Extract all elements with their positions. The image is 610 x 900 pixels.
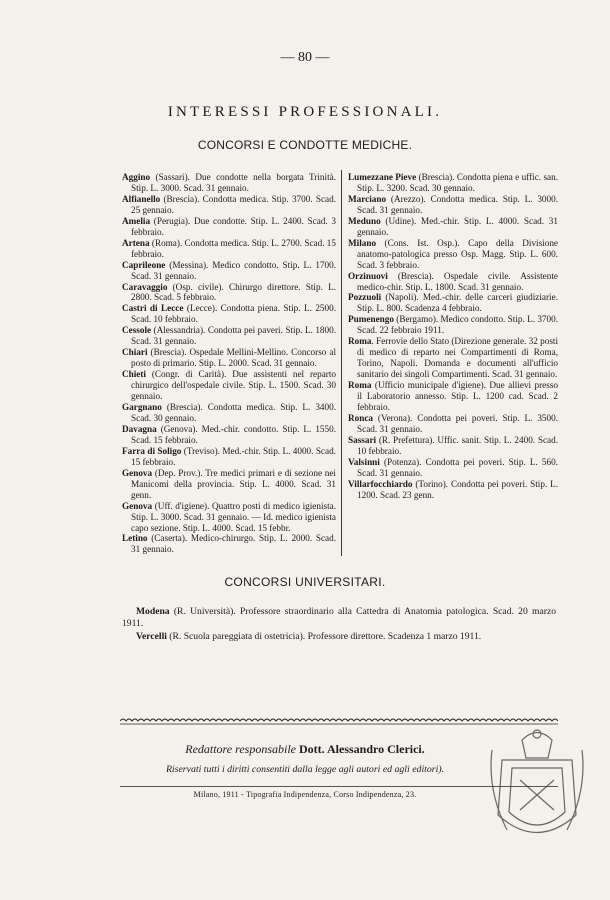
listing-place: Chieti: [122, 369, 146, 380]
listing-details: (Torino). Condotta pei poveri. Stip. L. 1200. Scad. 23 genn.: [357, 478, 558, 500]
listing-place: Caravaggio: [122, 281, 168, 292]
listing-place: Alfianello: [122, 193, 161, 204]
university-title: CONCORSI UNIVERSITARI.: [224, 575, 386, 589]
listing-details: (Verona). Condotta pei poveri. Stip. L. 3500. Scad. 31 gennaio.: [357, 412, 558, 434]
listing-details: . Ferrovie dello Stato (Direzione generale. 32 posti di medico di reparto nei Compartimenti di Roma, Torino, Napoli. Domanda e documenti all'ufficio sanitario dei singoli Compartimenti. Scad. 31 gennaio.: [357, 336, 558, 380]
listing-place: Letino: [122, 533, 148, 544]
listing-entry: [348, 336, 558, 380]
university-details: (R. Università). Professore straordinario alla Cattedra di Anatomia patologica. Scad. 20 marzo 1911.: [122, 606, 556, 630]
listing-place: Roma: [348, 336, 372, 347]
listing-entry: [122, 533, 336, 555]
listing-entry: [122, 216, 336, 238]
listing-entry: [348, 238, 558, 271]
listing-details: (Brescia). Condotta piena e uffic. san. Stip. L. 3200. Scad. 30 gennaio.: [357, 172, 558, 193]
listing-place: Pozzuoli: [348, 292, 382, 303]
listing-place: Chiari: [122, 347, 148, 358]
listing-details: (Alessandria). Condotta pei paveri. Stip. L. 1800. Scad. 31 gennaio.: [131, 325, 336, 347]
editor-name: Dott. Alessandro Clerici.: [299, 742, 425, 756]
subsection-title: CONCORSI E CONDOTTE MEDICHE.: [197, 138, 413, 152]
listing-entry: [348, 380, 558, 413]
listing-details: (Messina). Medico condotto. Stip. L. 1700. Scad. 31 gennaio.: [131, 259, 336, 281]
section-title: INTERESSI PROFESSIONALI.: [167, 104, 443, 120]
listing-entry: [122, 369, 336, 402]
listing-details: (Udine). Med.-chir. Stip. L. 4000. Scad. 31 gennaio.: [357, 215, 558, 237]
listing-place: Farra di Soligo: [122, 445, 182, 456]
listing-details: (Osp. civile). Chirurgo direttore. Stip. L. 2800. Scad. 5 febbraio.: [131, 281, 336, 303]
page-number: — 80 —: [280, 50, 330, 65]
listing-details: (Brescia). Condotta medica. Stip. 3700. Scad. 25 gennaio.: [131, 193, 336, 215]
left-column: [122, 172, 336, 555]
listing-entry: [122, 260, 336, 282]
listing-entry: [348, 172, 558, 194]
listing-details: (Bergamo). Medico condotto. Stip. L. 3700. Scad. 22 febbraio 1911.: [357, 314, 558, 336]
listing-place: Cessole: [122, 325, 152, 336]
listing-details: (Genova). Med.-chir. condotto. Stip. L. 1550. Scad. 15 febbraio.: [131, 423, 336, 445]
university-details: (R. Scuola pareggiata di ostetricia). Professore direttore. Scadenza 1 marzo 1911.: [166, 631, 482, 643]
listing-details: (Brescia). Ospedale civile. Assistente medico-chir. Stip. L. 1800. Scad. 31 gennaio.: [357, 270, 558, 292]
university-entry: [122, 606, 556, 630]
listing-entry: [122, 172, 336, 194]
university-entry: [122, 631, 556, 643]
listing-entry: [122, 446, 336, 468]
listing-details: (Brescia). Ospedale Mellini-Mellino. Concorso al posto di primario. Stip. L. 2000. Scad. 31 gennaio.: [131, 347, 336, 369]
listing-place: Marciano: [348, 193, 387, 204]
listing-place: Orzinuovi: [348, 270, 388, 281]
university-entries: [122, 606, 556, 645]
listing-place: Davagna: [122, 423, 157, 434]
library-stamp-icon: [482, 720, 592, 860]
listing-place: Roma: [348, 380, 372, 391]
listing-entry: [122, 468, 336, 501]
listing-details: (Treviso). Med.-chir. Stip. L. 4000. Scad. 15 febbraio.: [131, 445, 336, 467]
listing-details: (Perugia). Due condotte. Stip. L. 2400. Scad. 3 febbraio.: [131, 215, 336, 237]
listing-place: Genova: [122, 500, 153, 511]
printer-line: Milano, 1911 - Tipografia Indipendenza, Corso Indipendenza, 23.: [193, 790, 417, 799]
listing-details: (Uff. d'igiene). Quattro posti di medico igienista. Stip. L. 3000. Scad. 31 gennaio. — Id. medico igienista capo sezione. Stip. L. 4000. Scad. 15 febbr.: [131, 500, 336, 533]
listing-details: (Napoli). Med.-chir. delle carceri giudiziarie. Stip. L. 800. Scadenza 4 febbraio.: [357, 292, 558, 314]
listing-place: Ronca: [348, 412, 374, 423]
listing-entry: [348, 292, 558, 314]
listing-details: (Brescia). Condotta medica. Stip. L. 3400. Scad. 30 gennaio.: [131, 402, 336, 423]
listing-place: Aggino: [122, 172, 151, 182]
listing-place: Meduno: [348, 215, 381, 226]
listing-entry: [348, 271, 558, 293]
listing-place: Caprileone: [122, 259, 166, 270]
listing-details: (R. Prefettura). Uffic. sanit. Stip. L. 2400. Scad. 10 febbraio.: [357, 434, 558, 456]
listing-place: Gargnano: [122, 402, 162, 413]
rights-notice: Riservati tutti i diritti consentiti dalla legge agli autori ed agli editori).: [165, 764, 445, 775]
column-divider: [341, 170, 342, 556]
listing-details: (Ufficio municipale d'igiene). Due allievi presso il Laboratorio annesso. Stip. L. 1200 cad. Scad. 2 febbraio.: [357, 380, 558, 413]
editor-role: Redattore responsabile: [185, 742, 296, 756]
listing-place: Lumezzane Pieve: [348, 172, 417, 182]
listing-details: (Lecce). Condotta piena. Stip. L. 2500. Scad. 10 febbraio.: [131, 303, 336, 325]
listing-place: Villarfocchiardo: [348, 478, 413, 489]
listing-entry: [122, 238, 336, 260]
listing-details: (Caserta). Medico-chirurgo. Stip. L. 2000. Scad. 31 gennaio.: [131, 533, 336, 555]
listing-entry: [348, 457, 558, 479]
listing-entry: [122, 194, 336, 216]
listing-details: (Congr. di Carità). Due assistenti nel reparto chirurgico dell'ospedale civile. Stip. L. 1500. Scad. 30 gennaio.: [131, 369, 336, 402]
listing-details: (Cons. Ist. Osp.). Capo della Divisione anatomo-patologica presso Osp. Magg. Stip. L. 600. Scad. 3 febbraio.: [357, 237, 558, 270]
listing-entry: [348, 413, 558, 435]
listing-entry: [348, 314, 558, 336]
listing-place: Sassari: [348, 434, 377, 445]
listing-entry: [122, 402, 336, 424]
listing-details: (Roma). Condotta medica. Stip. L. 2700. Scad. 15 febbraio.: [131, 237, 336, 259]
listing-entry: [122, 501, 336, 534]
listing-place: Milano: [348, 237, 377, 248]
listing-entry: [122, 303, 336, 325]
listing-entry: [122, 347, 336, 369]
listing-entry: [348, 194, 558, 216]
listing-place: Genova: [122, 467, 153, 478]
listing-entry: [348, 216, 558, 238]
listing-details: (Arezzo). Condotta medica. Stip. L. 3000. Scad. 31 gennaio.: [357, 193, 558, 215]
right-column: [348, 172, 558, 501]
university-place: Vercelli: [136, 631, 167, 643]
university-place: Modena: [136, 606, 170, 617]
listing-place: Pumenengo: [348, 314, 394, 325]
listing-place: Castri di Lecce: [122, 303, 184, 314]
listing-entry: [122, 282, 336, 304]
listing-details: (Potenza). Condotta pei poveri. Stip. L. 560. Scad. 31 gennaio.: [357, 456, 558, 478]
listing-entry: [122, 325, 336, 347]
listing-details: (Sassari). Due condotte nella borgata Trinità. Stip. L. 3000. Scad. 31 gennaio.: [131, 172, 336, 193]
listing-entry: [122, 424, 336, 446]
listing-details: (Dep. Prov.). Tre medici primari e di sezione nei Manicomi della provincia. Stip. L. 4000. Scad. 31 genn.: [131, 467, 336, 500]
listing-place: Amelia: [122, 215, 151, 226]
listing-entry: [348, 435, 558, 457]
listing-place: Artena: [122, 237, 150, 248]
listing-entry: [348, 479, 558, 501]
listing-place: Valsinni: [348, 456, 380, 467]
